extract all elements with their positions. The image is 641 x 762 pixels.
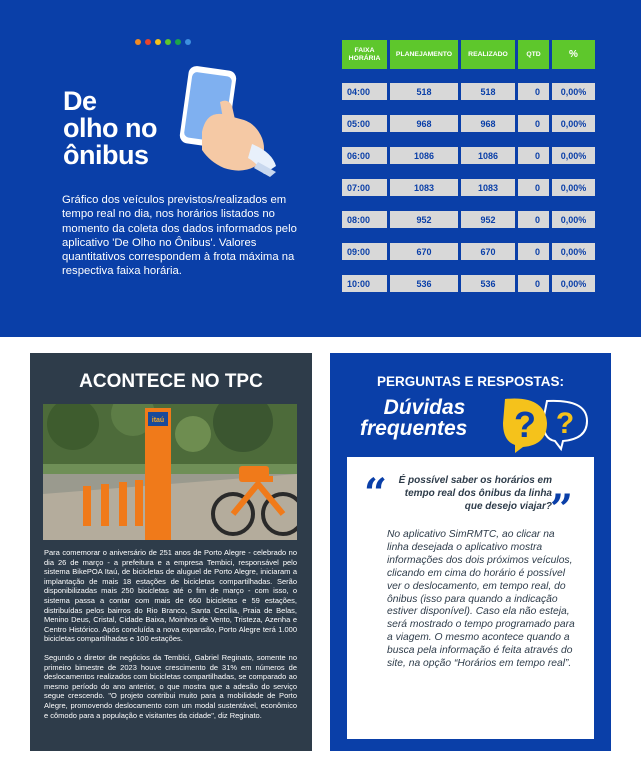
cell-done: 968 — [461, 115, 515, 132]
svg-text:?: ? — [514, 404, 536, 445]
cell-done: 670 — [461, 243, 515, 260]
dot-blue — [185, 39, 191, 45]
header-faixa: FAIXA HORÁRIA — [342, 40, 387, 69]
cell-time: 08:00 — [342, 211, 387, 228]
cell-done: 952 — [461, 211, 515, 228]
header-qtd: QTD — [518, 40, 549, 69]
hero-description: Gráfico dos veículos previstos/realizados em tempo real no dia, nos horários listados no momento da coleta dos dados informados pelo aplicativo 'De Olho no Ônibus'. Valores quantitativos correspondem à frota máxima na respectiva faixa horária. — [62, 194, 297, 278]
table-row — [342, 179, 595, 196]
cell-qty: 0 — [518, 147, 549, 164]
cell-qty: 0 — [518, 115, 549, 132]
cell-planned: 670 — [390, 243, 458, 260]
dot-lightgreen — [165, 39, 171, 45]
cell-planned: 952 — [390, 211, 458, 228]
cell-done: 1083 — [461, 179, 515, 196]
cell-planned: 1083 — [390, 179, 458, 196]
fleet-table — [342, 40, 595, 289]
dot-orange — [135, 39, 141, 45]
hero-title-line: ônibus — [63, 140, 149, 170]
cell-time: 06:00 — [342, 147, 387, 164]
table-row — [342, 211, 595, 228]
hero-title-line: olho no — [63, 113, 157, 143]
cell-time: 05:00 — [342, 115, 387, 132]
faq-title — [360, 397, 467, 439]
cell-time: 09:00 — [342, 243, 387, 260]
bike-station-photo — [43, 404, 297, 540]
bike-brand-label: itaú — [151, 417, 165, 424]
news-panel — [30, 353, 312, 751]
dot-red — [145, 39, 151, 45]
faq-answer: No aplicativo SimRMTC, ao clicar na linha desejada o aplicativo mostra informações dos dois próximos veículos, clicando em cima do horário é possível ver o deslocamento, em tempo real, do ônibus (isso para quando a indicação estiver disponível). Caso ela não esteja, será mostrado o tempo programado para a viagem. O mesmo acontece quando a busca pela informação é feita através do site, na opção “Horários em tempo real”. — [387, 529, 575, 670]
open-quote-icon: “ — [364, 470, 388, 517]
cell-percent: 0,00% — [552, 147, 595, 164]
faq-panel — [330, 353, 611, 751]
cell-qty: 0 — [518, 211, 549, 228]
cell-planned: 536 — [390, 275, 458, 292]
faq-question: É possível saber os horários em tempo real dos ônibus da linha que desejo viajar? — [398, 475, 552, 512]
article-paragraph: Para comemorar o aniversário de 251 anos de Porto Alegre - celebrado no dia 26 de março - a prefeitura e a empresa Tembici, responsável pelo sistema BikePOA Itaú, de bicicletas de aluguel de Porto Alegre, iniciaram a implantação de mais 18 estações de bicicletas compartilhadas. Serão disponibilizadas mais 250 bicicletas até o fim de março - com isso, o sistema passa a contar com mais de 660 bicicletas e 59 estações, distribuídas pelos bairros do Rio Branco, Santa Cecília, Praia de Belas, Menino Deus, Cristal, Cidade Baixa, Moinhos de Vento, Tristeza, Azenha e Centro Histórico. Após concluída a nova expansão, Porto Alegre terá 1.000 bicicletas compartilhadas e 100 estações. — [44, 548, 297, 644]
faq-title-line: Dúvidas — [383, 396, 466, 419]
cell-percent: 0,00% — [552, 83, 595, 100]
cell-qty: 0 — [518, 83, 549, 100]
table-row — [342, 83, 595, 100]
news-title: ACONTECE NO TPC — [79, 371, 263, 392]
cell-planned: 1086 — [390, 147, 458, 164]
table-header — [342, 40, 595, 69]
cell-planned: 968 — [390, 115, 458, 132]
cell-time: 07:00 — [342, 179, 387, 196]
cell-percent: 0,00% — [552, 211, 595, 228]
cell-done: 536 — [461, 275, 515, 292]
svg-text:?: ? — [555, 407, 575, 440]
hero-title-line: De — [63, 86, 97, 116]
color-dots — [135, 39, 191, 45]
question-marks-icon — [501, 393, 591, 453]
header-realizado: REALIZADO — [461, 40, 515, 69]
faq-title-line: frequentes — [360, 417, 468, 440]
cell-percent: 0,00% — [552, 275, 595, 292]
cell-qty: 0 — [518, 275, 549, 292]
header-percent: % — [552, 40, 595, 69]
cell-done: 518 — [461, 83, 515, 100]
cell-planned: 518 — [390, 83, 458, 100]
cell-time: 04:00 — [342, 83, 387, 100]
cell-percent: 0,00% — [552, 243, 595, 260]
table-row — [342, 147, 595, 164]
cell-done: 1086 — [461, 147, 515, 164]
cell-qty: 0 — [518, 243, 549, 260]
hero-section — [0, 0, 641, 337]
hero-title — [63, 88, 157, 169]
faq-header: PERGUNTAS E RESPOSTAS: — [376, 374, 565, 389]
news-article — [44, 548, 297, 729]
dot-yellow — [155, 39, 161, 45]
faq-card — [347, 457, 594, 739]
article-paragraph: Segundo o diretor de negócios da Tembici, Gabriel Reginato, somente no primeiro bimestre de 2023 houve crescimento de 31% em números de deslocamentos realizados com bicicletas compartilhadas, se comparado ao mesmo período do ano anterior, o que mostra que a adesão do serviço segue crescendo. "O projeto contribui muito para a mobilidade de Porto Alegre, promovendo deslocamento com um modal sustentável, econômico e cômodo para a população e visitantes da cidade", diz Reginato. — [44, 652, 297, 720]
table-row — [342, 243, 595, 260]
close-quote-icon: ” — [550, 486, 574, 533]
header-planejamento: PLANEJAMENTO — [390, 40, 458, 69]
table-row — [342, 275, 595, 292]
dot-green — [175, 39, 181, 45]
cell-percent: 0,00% — [552, 179, 595, 196]
table-row — [342, 115, 595, 132]
cell-time: 10:00 — [342, 275, 387, 292]
cell-percent: 0,00% — [552, 115, 595, 132]
cell-qty: 0 — [518, 179, 549, 196]
hand-phone-icon — [172, 62, 282, 177]
